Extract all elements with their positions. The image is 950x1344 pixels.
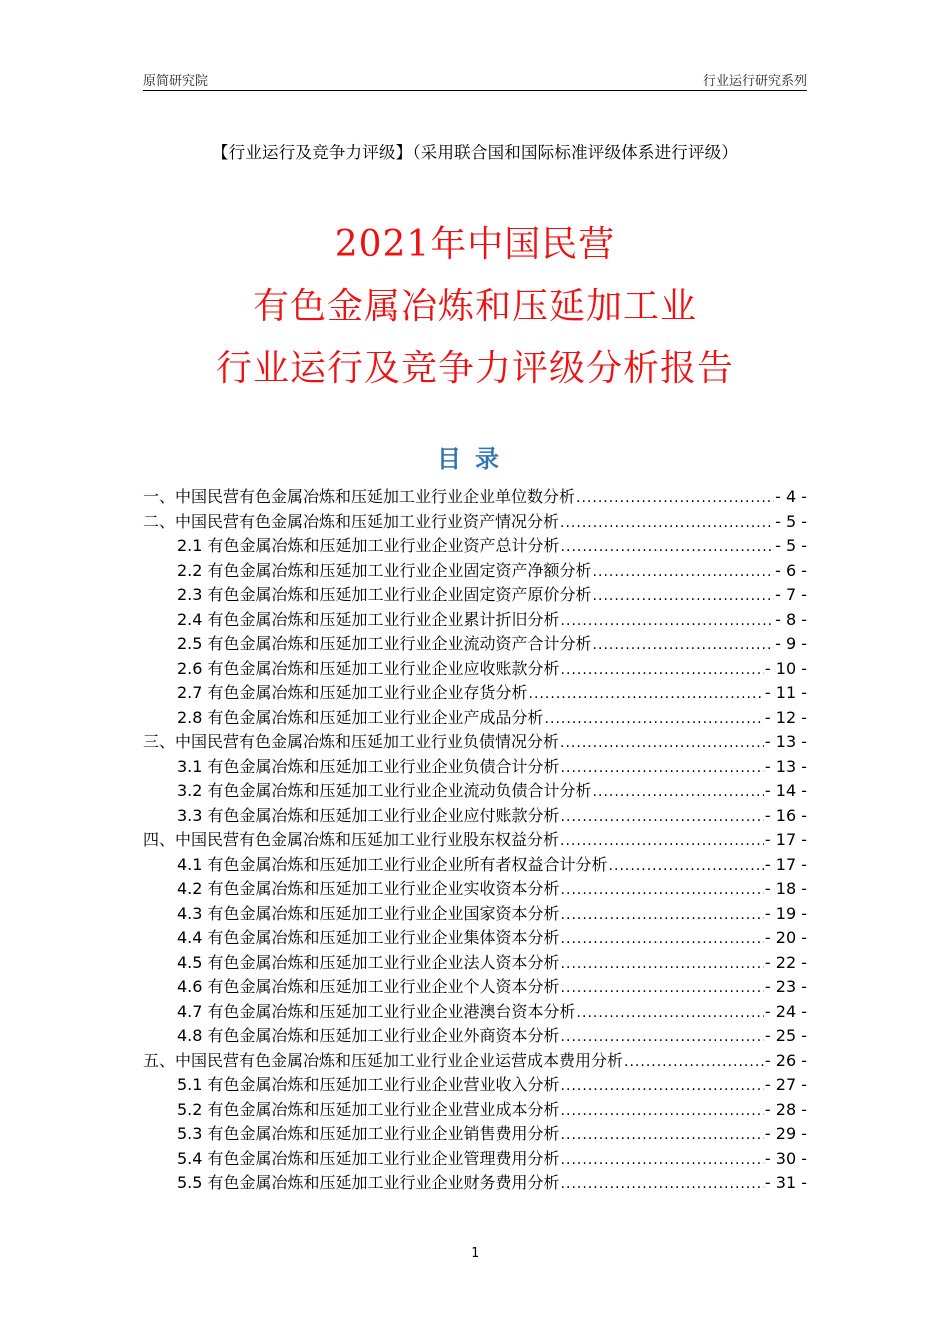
toc-entry-label: 4.3 有色金属冶炼和压延加工业行业企业国家资本分析	[177, 903, 560, 923]
header-org-name: 原简研究院	[143, 74, 209, 89]
table-of-contents	[143, 484, 807, 1195]
toc-entry-page: - 29 -	[764, 1124, 807, 1143]
toc-entry-page: - 13 -	[764, 756, 807, 776]
toc-dot-leader	[624, 1054, 764, 1070]
toc-entry-label: 2.1 有色金属冶炼和压延加工业行业企业资产总计分析	[177, 536, 560, 555]
toc-entry-page: - 31 -	[764, 1173, 807, 1192]
toc-dot-leader	[561, 956, 764, 972]
toc-entry-label: 4.8 有色金属冶炼和压延加工业行业企业外商资本分析	[177, 1026, 560, 1045]
toc-entry-label: 一、中国民营有色金属冶炼和压延加工业行业企业单位数分析	[143, 487, 576, 506]
toc-subsection-link[interactable]	[143, 974, 807, 999]
toc-entry-label: 3.2 有色金属冶炼和压延加工业行业企业流动负债合计分析	[177, 781, 592, 800]
toc-heading: 目录	[437, 445, 513, 473]
toc-entry-page: - 18 -	[764, 879, 807, 898]
rating-subtitle: 【行业运行及竞争力评级】（采用联合国和国际标准评级体系进行评级）	[211, 143, 739, 162]
toc-entry-label: 2.4 有色金属冶炼和压延加工业行业企业累计折旧分析	[177, 609, 560, 629]
toc-dot-leader	[593, 588, 775, 604]
toc-entry-label: 2.8 有色金属冶炼和压延加工业行业企业产成品分析	[177, 707, 544, 727]
toc-dot-leader	[561, 662, 764, 678]
toc-dot-leader	[560, 515, 774, 531]
toc-dot-leader	[561, 1078, 764, 1094]
toc-entry-label: 2.2 有色金属冶炼和压延加工业行业企业固定资产净额分析	[177, 560, 592, 580]
toc-dot-leader	[593, 784, 764, 800]
toc-entry-label: 2.6 有色金属冶炼和压延加工业行业企业应收账款分析	[177, 658, 560, 678]
toc-entry-page: - 20 -	[764, 928, 807, 947]
toc-entry-label: 4.4 有色金属冶炼和压延加工业行业企业集体资本分析	[177, 928, 560, 947]
toc-entry-label: 3.3 有色金属冶炼和压延加工业行业企业应付账款分析	[177, 805, 560, 825]
title-line-1: 2021年中国民营	[334, 224, 616, 265]
toc-entry-page: - 24 -	[764, 1001, 807, 1021]
toc-entry-page: - 7 -	[775, 585, 807, 604]
toc-dot-leader	[560, 735, 764, 751]
toc-entry-page: - 5 -	[775, 536, 807, 555]
toc-dot-leader	[576, 490, 774, 506]
toc-entry-label: 4.7 有色金属冶炼和压延加工业行业企业港澳台资本分析	[177, 1001, 576, 1021]
toc-entry-label: 4.5 有色金属冶炼和压延加工业行业企业法人资本分析	[177, 952, 560, 972]
toc-section-link[interactable]	[143, 827, 807, 852]
toc-dot-leader	[561, 1127, 764, 1143]
toc-entry-label: 4.6 有色金属冶炼和压延加工业行业企业个人资本分析	[177, 977, 560, 996]
toc-dot-leader	[593, 564, 775, 580]
toc-dot-leader	[561, 882, 764, 898]
toc-subsection-link[interactable]	[143, 1121, 807, 1146]
title-line-3: 行业运行及竞争力评级分析报告	[215, 348, 734, 389]
toc-entry-page: - 27 -	[764, 1075, 807, 1094]
toc-entry-page: - 14 -	[764, 781, 807, 800]
toc-subsection-link[interactable]	[143, 582, 807, 607]
toc-entry-page: - 25 -	[764, 1026, 807, 1045]
toc-subsection-link[interactable]	[143, 999, 807, 1024]
toc-dot-leader	[560, 833, 764, 849]
toc-entry-page: - 17 -	[764, 854, 807, 874]
title-line-2: 有色金属冶炼和压延加工业	[252, 286, 697, 327]
toc-dot-leader	[577, 1005, 764, 1021]
toc-entry-label: 2.7 有色金属冶炼和压延加工业行业企业存货分析	[177, 683, 528, 702]
toc-subsection-link[interactable]	[143, 533, 807, 558]
toc-entry-page: - 12 -	[764, 707, 807, 727]
toc-subsection-link[interactable]	[143, 925, 807, 950]
toc-entry-page: - 5 -	[775, 511, 807, 531]
toc-entry-label: 五、中国民营有色金属冶炼和压延加工业行业企业运营成本费用分析	[143, 1050, 624, 1070]
toc-entry-page: - 19 -	[764, 903, 807, 923]
toc-section-link[interactable]	[143, 509, 807, 534]
toc-entry-label: 三、中国民营有色金属冶炼和压延加工业行业负债情况分析	[143, 732, 560, 751]
toc-subsection-link[interactable]	[143, 558, 807, 583]
toc-entry-label: 4.2 有色金属冶炼和压延加工业行业企业实收资本分析	[177, 879, 560, 898]
toc-subsection-link[interactable]	[143, 901, 807, 926]
toc-subsection-link[interactable]	[143, 1072, 807, 1097]
toc-entry-page: - 23 -	[764, 977, 807, 996]
toc-dot-leader	[561, 1029, 764, 1045]
toc-subsection-link[interactable]	[143, 607, 807, 632]
page-header	[143, 68, 807, 91]
toc-entry-page: - 22 -	[764, 952, 807, 972]
toc-entry-label: 5.3 有色金属冶炼和压延加工业行业企业销售费用分析	[177, 1124, 560, 1143]
toc-entry-label: 二、中国民营有色金属冶炼和压延加工业行业资产情况分析	[143, 511, 560, 531]
toc-dot-leader	[545, 711, 764, 727]
toc-dot-leader	[561, 1152, 764, 1168]
toc-subsection-link[interactable]	[143, 1023, 807, 1048]
toc-entry-label: 5.5 有色金属冶炼和压延加工业行业企业财务费用分析	[177, 1173, 560, 1192]
toc-dot-leader	[561, 907, 764, 923]
toc-dot-leader	[561, 539, 775, 555]
toc-section-link[interactable]	[143, 484, 807, 509]
toc-entry-label: 5.4 有色金属冶炼和压延加工业行业企业管理费用分析	[177, 1148, 560, 1168]
toc-section-link[interactable]	[143, 1048, 807, 1073]
toc-entry-page: - 4 -	[775, 487, 807, 506]
toc-dot-leader	[561, 760, 764, 776]
toc-subsection-link[interactable]	[143, 1097, 807, 1122]
toc-entry-page: - 26 -	[764, 1050, 807, 1070]
toc-entry-page: - 30 -	[764, 1148, 807, 1168]
toc-subsection-link[interactable]	[143, 1146, 807, 1171]
toc-subsection-link[interactable]	[143, 876, 807, 901]
page-number: 1	[471, 1246, 479, 1261]
header-series-name: 行业运行研究系列	[702, 74, 807, 89]
toc-entry-label: 四、中国民营有色金属冶炼和压延加工业行业股东权益分析	[143, 830, 560, 849]
toc-entry-page: - 28 -	[764, 1099, 807, 1119]
report-title	[0, 214, 950, 400]
toc-dot-leader	[561, 1176, 764, 1192]
toc-entry-label: 3.1 有色金属冶炼和压延加工业行业企业负债合计分析	[177, 756, 560, 776]
toc-entry-page: - 16 -	[764, 805, 807, 825]
toc-subsection-link[interactable]	[143, 950, 807, 975]
toc-dot-leader	[561, 980, 764, 996]
toc-entry-label: 5.2 有色金属冶炼和压延加工业行业企业营业成本分析	[177, 1099, 560, 1119]
toc-entry-page: - 11 -	[764, 683, 807, 702]
toc-section-link[interactable]	[143, 729, 807, 754]
toc-entry-page: - 6 -	[775, 560, 807, 580]
toc-dot-leader	[561, 809, 764, 825]
toc-subsection-link[interactable]	[143, 656, 807, 681]
toc-entry-label: 4.1 有色金属冶炼和压延加工业行业企业所有者权益合计分析	[177, 854, 608, 874]
toc-entry-page: - 9 -	[775, 634, 807, 653]
toc-subsection-link[interactable]	[143, 1170, 807, 1195]
toc-subsection-link[interactable]	[143, 778, 807, 803]
toc-subsection-link[interactable]	[143, 680, 807, 705]
toc-subsection-link[interactable]	[143, 852, 807, 877]
toc-entry-page: - 13 -	[764, 732, 807, 751]
toc-subsection-link[interactable]	[143, 803, 807, 828]
toc-entry-page: - 17 -	[764, 830, 807, 849]
toc-entry-label: 5.1 有色金属冶炼和压延加工业行业企业营业收入分析	[177, 1075, 560, 1094]
toc-dot-leader	[561, 931, 764, 947]
toc-subsection-link[interactable]	[143, 631, 807, 656]
toc-entry-label: 2.3 有色金属冶炼和压延加工业行业企业固定资产原价分析	[177, 585, 592, 604]
toc-subsection-link[interactable]	[143, 705, 807, 730]
toc-subsection-link[interactable]	[143, 754, 807, 779]
toc-dot-leader	[529, 686, 764, 702]
toc-dot-leader	[561, 1103, 764, 1119]
toc-entry-label: 2.5 有色金属冶炼和压延加工业行业企业流动资产合计分析	[177, 634, 592, 653]
toc-entry-page: - 8 -	[775, 609, 807, 629]
toc-entry-page: - 10 -	[764, 658, 807, 678]
toc-dot-leader	[609, 858, 764, 874]
toc-dot-leader	[593, 637, 775, 653]
toc-dot-leader	[561, 613, 775, 629]
